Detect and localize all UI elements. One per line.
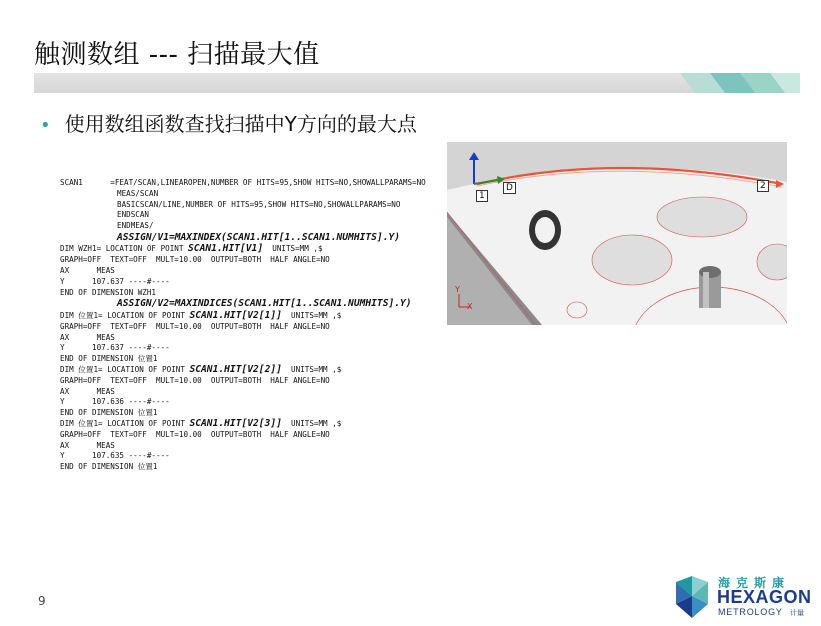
code-line <box>60 419 450 430</box>
code-line: ENDMEAS/ <box>117 221 154 231</box>
code-line: GRAPH=OFF TEXT=OFF MULT=10.00 OUTPUT=BOTH HALF ANGLE=NO <box>60 375 330 385</box>
code-line: END OF DIMENSION 位置1 <box>60 462 158 472</box>
code-line: ASSIGN/V1=MAXINDEX(SCAN1.HIT[1..SCAN1.NUMHITS].Y) <box>117 231 401 243</box>
cad-viewport <box>447 142 787 325</box>
code-line: GRAPH=OFF TEXT=OFF MULT=10.00 OUTPUT=BOTH HALF ANGLE=NO <box>60 321 330 331</box>
logo-wordmark: HEXAGON <box>717 587 812 607</box>
title-underline-bar <box>34 73 800 93</box>
bullet-dot-icon: • <box>40 115 51 136</box>
hexagon-logo-mark-icon <box>672 574 712 620</box>
code-line: AX MEAS <box>60 332 115 342</box>
code-line <box>60 244 450 255</box>
code-line: AX MEAS <box>60 386 115 396</box>
code-line: END OF DIMENSION 位置1 <box>60 354 158 364</box>
code-line: Y 107.637 ----#---- <box>60 343 170 353</box>
code-line: SCAN1 =FEAT/SCAN,LINEAROPEN,NUMBER OF HITS=95,SHOW HITS=NO,SHOWALLPARAMS=NO <box>60 178 426 187</box>
logo-subtitle-cn: 计量 <box>790 609 804 617</box>
code-line: Y 107.636 ----#---- <box>60 397 170 407</box>
code-line <box>60 311 450 322</box>
code-text: UNITS=MM ,$ <box>281 310 342 320</box>
hexagon-logo <box>672 574 812 620</box>
code-text: DIM 位置1= LOCATION OF POINT <box>60 310 190 320</box>
code-text: DIM 位置1= LOCATION OF POINT <box>60 364 190 374</box>
code-text: UNITS=MM ,$ <box>263 244 323 254</box>
bullet-item <box>40 108 417 137</box>
logo-chinese-text: 海克斯康 <box>718 576 791 590</box>
page-number: 9 <box>38 594 46 608</box>
code-line: Y 107.635 ----#---- <box>60 451 170 461</box>
code-line: AX MEAS <box>60 266 115 276</box>
code-line: BASICSCAN/LINE,NUMBER OF HITS=95,SHOW HITS=NO,SHOWALLPARAMS=NO <box>117 199 401 209</box>
code-line: MEAS/SCAN <box>117 188 159 198</box>
code-line: Y 107.637 ----#---- <box>60 276 170 286</box>
code-line: GRAPH=OFF TEXT=OFF MULT=10.00 OUTPUT=BOTH HALF ANGLE=NO <box>60 255 330 265</box>
logo-subtitle: METROLOGY <box>718 607 783 617</box>
code-function-ref: SCAN1.HIT[V2[3]] <box>189 417 282 429</box>
code-function-ref: SCAN1.HIT[V2[1]] <box>189 309 282 321</box>
code-line: AX MEAS <box>60 440 115 450</box>
code-text: DIM 位置1= LOCATION OF POINT <box>60 418 190 428</box>
code-line <box>60 365 450 376</box>
code-line: GRAPH=OFF TEXT=OFF MULT=10.00 OUTPUT=BOTH HALF ANGLE=NO <box>60 429 330 439</box>
code-listing <box>60 178 450 473</box>
code-line: ASSIGN/V2=MAXINDICES(SCAN1.HIT[1..SCAN1.NUMHITS].Y) <box>117 298 412 310</box>
code-text: UNITS=MM ,$ <box>281 418 342 428</box>
code-text: UNITS=MM ,$ <box>281 364 342 374</box>
slide-title: 触测数组 --- 扫描最大值 <box>34 40 320 70</box>
code-line: END OF DIMENSION 位置1 <box>60 408 158 418</box>
marker-d-label: D <box>503 182 516 194</box>
code-function-ref: SCAN1.HIT[V2[2]] <box>189 363 282 375</box>
code-line: ENDSCAN <box>117 210 150 220</box>
code-text: DIM WZH1= LOCATION OF POINT <box>60 244 189 254</box>
marker-end-label: 2 <box>757 180 769 192</box>
axis-y-label: Y <box>455 285 460 294</box>
code-function-ref: SCAN1.HIT[V1] <box>188 243 264 255</box>
slot-ellipse-middle <box>592 235 672 285</box>
bullet-text: 使用数组函数查找扫描中Y方向的最大点 <box>64 112 417 136</box>
slot-ellipse-top <box>657 197 747 237</box>
axis-x-label: X <box>467 302 473 311</box>
title-bar-accent-graphic <box>680 73 800 93</box>
part-scan-drawing <box>447 142 787 325</box>
marker-start-label: 1 <box>476 190 488 202</box>
code-line: END OF DIMENSION WZH1 <box>60 287 157 297</box>
